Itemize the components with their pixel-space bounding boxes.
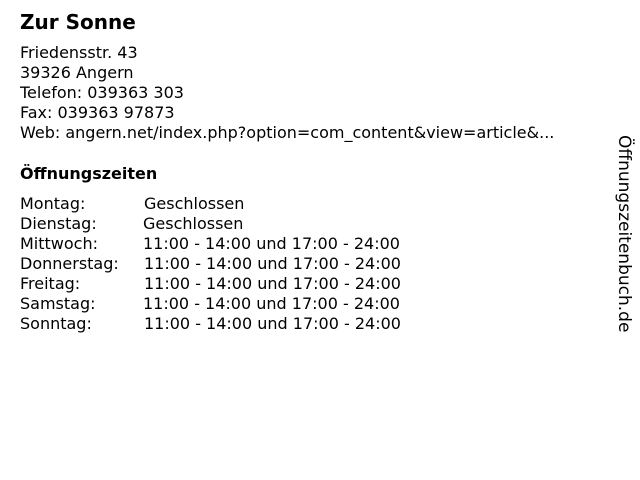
day-label: Samstag: xyxy=(20,294,96,313)
day-label: Dienstag: xyxy=(20,214,97,233)
hours-value: 11:00 - 14:00 und 17:00 - 24:00 xyxy=(144,254,401,273)
hours-value: 11:00 - 14:00 und 17:00 - 24:00 xyxy=(143,294,400,313)
website-link[interactable]: Web: angern.net/index.php?option=com_content&view=article&... xyxy=(20,123,555,142)
hours-value: Geschlossen xyxy=(143,214,244,233)
opening-hours-heading: Öffnungszeiten xyxy=(20,164,158,183)
day-label: Freitag: xyxy=(20,274,81,293)
day-label: Montag: xyxy=(20,194,86,213)
business-name: Zur Sonne xyxy=(20,10,136,34)
hours-value: 11:00 - 14:00 und 17:00 - 24:00 xyxy=(143,234,400,253)
hours-value: 11:00 - 14:00 und 17:00 - 24:00 xyxy=(144,314,401,333)
contact-block xyxy=(20,43,554,143)
hours-value: 11:00 - 14:00 und 17:00 - 24:00 xyxy=(144,274,401,293)
fax-number: Fax: 039363 97873 xyxy=(20,103,175,122)
day-label: Mittwoch: xyxy=(20,234,98,253)
phone-number: Telefon: 039363 303 xyxy=(20,83,184,102)
site-watermark: Öffnungszeitenbuch.de xyxy=(614,135,634,333)
street-address: Friedensstr. 43 xyxy=(20,43,138,62)
city-address: 39326 Angern xyxy=(20,63,134,82)
day-label: Donnerstag: xyxy=(20,254,119,273)
day-label: Sonntag: xyxy=(20,314,92,333)
hours-value: Geschlossen xyxy=(144,194,245,213)
